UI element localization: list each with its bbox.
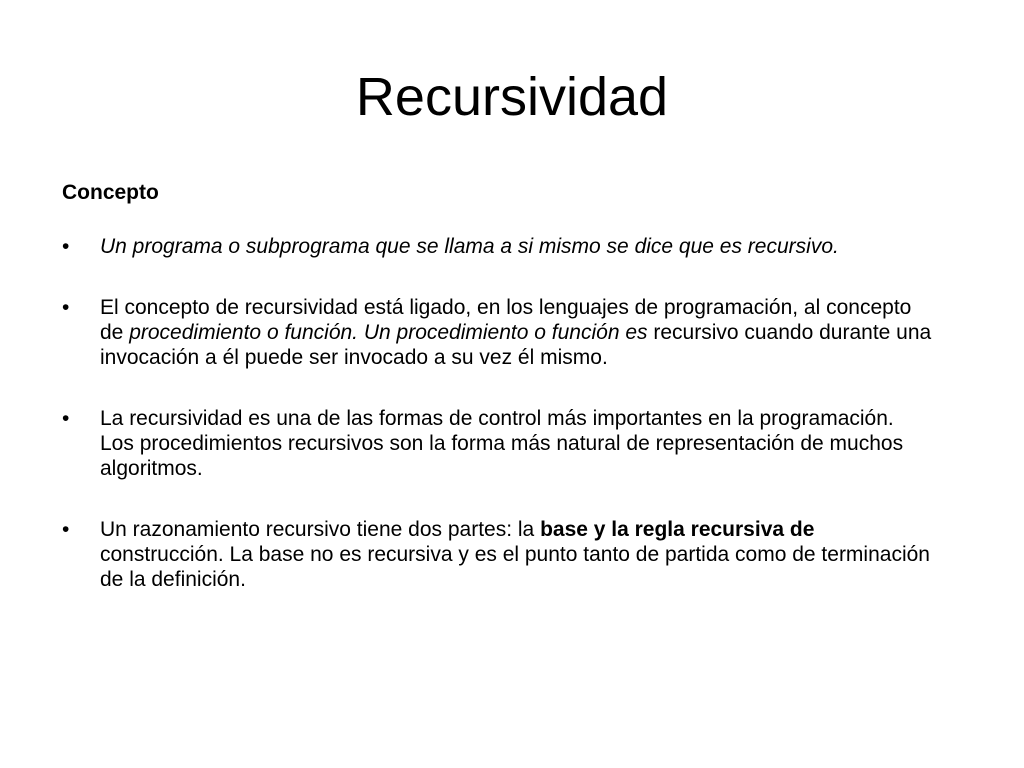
bullet-text: recursivo cuando durante una invocación a él puede ser invocado a su vez él mismo. xyxy=(100,321,932,369)
bullet-item xyxy=(62,406,932,481)
bullet-marker: • xyxy=(62,407,70,430)
bullet-marker: • xyxy=(62,235,70,258)
slide-title: Recursividad xyxy=(355,67,669,127)
bullet-marker: • xyxy=(62,518,70,541)
bullet-text-bold: base y la regla recursiva de xyxy=(540,518,815,541)
bullet-item xyxy=(62,295,932,370)
bullet-text-italic: Un programa o subprograma que se llama a si mismo se dice que es recursivo. xyxy=(100,235,839,258)
bullet-marker: • xyxy=(62,296,70,319)
bullet-text-italic: procedimiento o función. Un procedimiento o función es xyxy=(129,321,648,344)
bullet-list xyxy=(62,234,932,592)
subheading-concepto: Concepto xyxy=(62,181,159,204)
bullet-text: Un razonamiento recursivo tiene dos partes: la xyxy=(100,518,541,541)
bullet-text: construcción. La base no es recursiva y es el punto tanto de partida como de terminación de la definición. xyxy=(100,543,930,591)
slide-content xyxy=(62,180,932,628)
bullet-item xyxy=(62,234,932,259)
bullet-text: La recursividad es una de las formas de control más importantes en la programación. Los procedimientos recursivos son la forma más natural de representación de muchos algoritmos. xyxy=(100,407,904,480)
bullet-item xyxy=(62,517,932,592)
bullet-text: El concepto de recursividad está ligado, en los lenguajes de programación, al concepto de xyxy=(100,296,912,344)
